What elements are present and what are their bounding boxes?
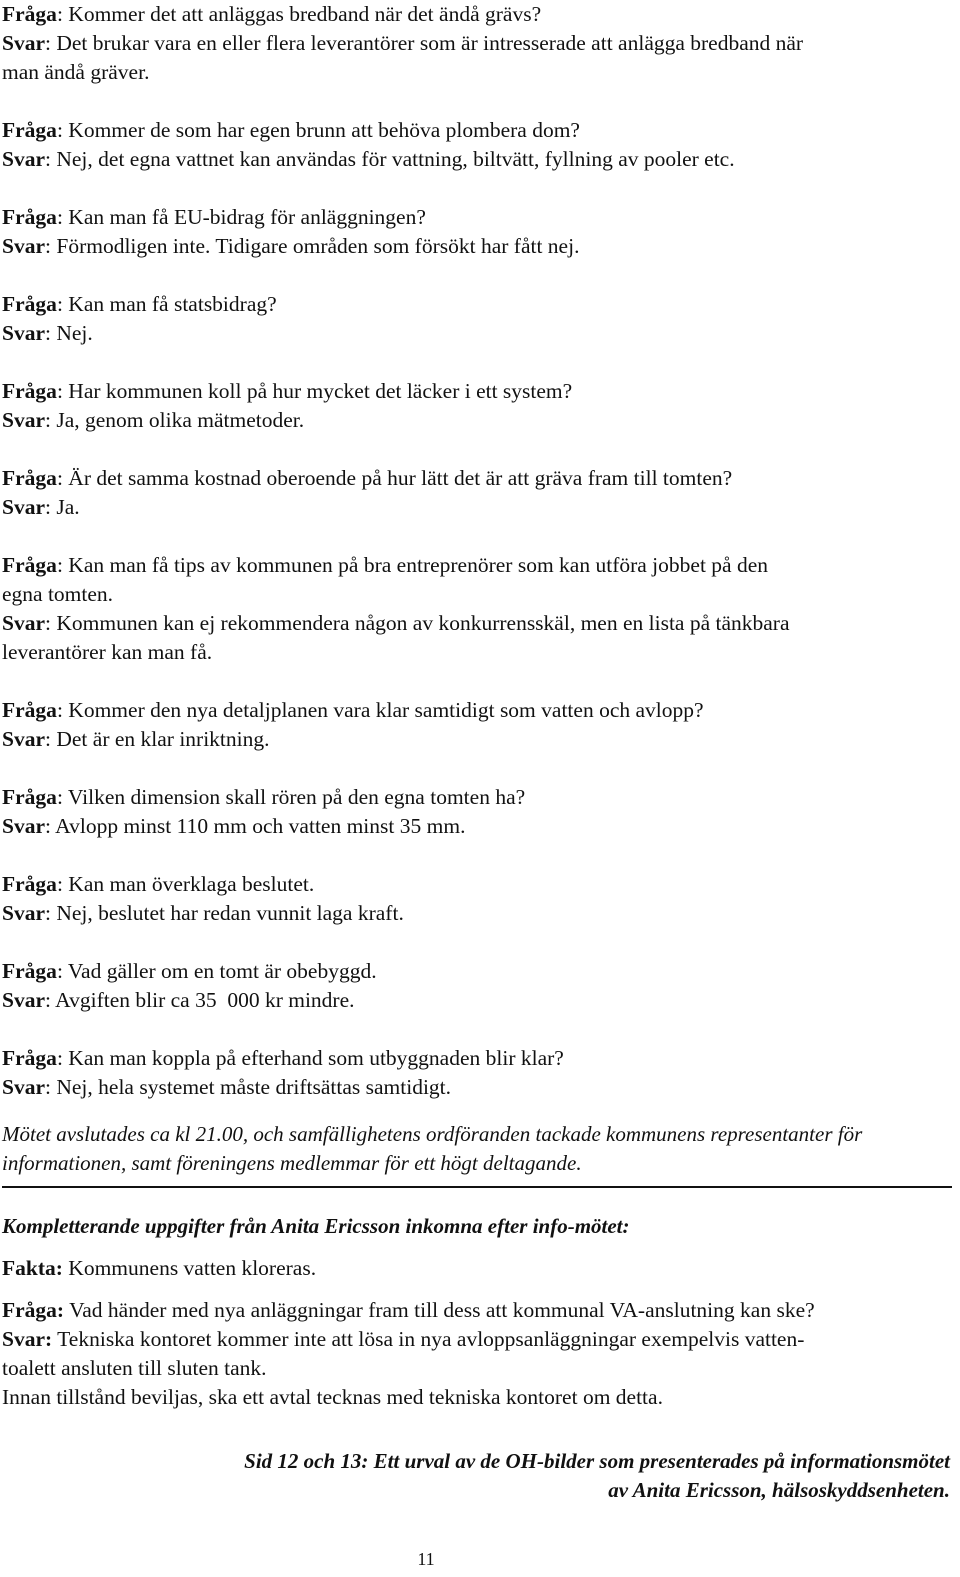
question-line: Fråga: Kan man överklaga beslutet.	[2, 872, 315, 896]
question-line: Fråga: Kan man få EU-bidrag för anläggningen?	[2, 205, 426, 229]
answer-line: Svar: Förmodligen inte. Tidigare områden som försökt har fått nej.	[2, 234, 580, 258]
caption-line: av Anita Ericsson, hälsoskyddsenheten.	[608, 1478, 950, 1502]
fact-line: Fakta: Kommunens vatten kloreras.	[2, 1256, 317, 1280]
question-line: Fråga: Kan man koppla på efterhand som utbyggnaden blir klar?	[2, 1046, 564, 1070]
answer-text: Nej, hela systemet måste driftsättas samtidigt.	[56, 1075, 452, 1099]
question-text: Är det samma kostnad oberoende på hur lätt det är att gräva fram till tomten?	[68, 466, 733, 490]
answer-text: Nej.	[56, 321, 93, 345]
question-line: Fråga: Vad gäller om en tomt är obebyggd.	[2, 959, 377, 983]
question-text: Kommer de som har egen brunn att behöva plombera dom?	[68, 118, 580, 142]
caption-line: Sid 12 och 13: Ett urval av de OH-bilder som presenterades på informationsmötet	[244, 1449, 950, 1473]
question-line: Fråga: Kan man få tips av kommunen på bra entreprenörer som kan utföra jobbet på den	[2, 553, 769, 577]
closing-line: Mötet avslutades ca kl 21.00, och samfällighetens ordföranden tackade kommunens representanter för	[2, 1122, 863, 1146]
answer-text: Nej, beslutet har redan vunnit laga kraft.	[56, 901, 404, 925]
answer-continuation: leverantörer kan man få.	[2, 640, 213, 664]
question-line: Fråga: Kommer det att anläggas bredband när det ändå grävs?	[2, 2, 542, 26]
question-text: Kommer den nya detaljplanen vara klar samtidigt som vatten och avlopp?	[68, 698, 704, 722]
answer-text: Det är en klar inriktning.	[56, 727, 270, 751]
question-text: Kan man få statsbidrag?	[68, 292, 277, 316]
question-text: Kan man överklaga beslutet.	[68, 872, 315, 896]
supplement-heading: Kompletterande uppgifter från Anita Ericsson inkomna efter info-mötet:	[2, 1214, 630, 1238]
answer-text: Avlopp minst 110 mm och vatten minst 35 mm.	[55, 814, 466, 838]
answer-text: Ja.	[56, 495, 80, 519]
question-line: Fråga: Vilken dimension skall rören på den egna tomten ha?	[2, 785, 526, 809]
answer-line: Svar: Ja.	[2, 495, 80, 519]
supplement-question-line: Fråga: Vad händer med nya anläggningar fram till dess att kommunal VA-anslutning kan ske?	[2, 1298, 815, 1322]
question-text: Kan man få tips av kommunen på bra entreprenörer som kan utföra jobbet på den	[68, 553, 769, 577]
answer-text: Nej, det egna vattnet kan användas för vattning, biltvätt, fyllning av pooler etc.	[56, 147, 735, 171]
question-continuation: egna tomten.	[2, 582, 114, 606]
question-line: Fråga: Har kommunen koll på hur mycket det läcker i ett system?	[2, 379, 573, 403]
answer-continuation: toalett ansluten till sluten tank.	[2, 1356, 267, 1380]
question-text: Vilken dimension skall rören på den egna tomten ha?	[67, 785, 526, 809]
question-text: Kommer det att anläggas bredband när det ändå grävs?	[68, 2, 542, 26]
page-number: 11	[417, 1549, 435, 1569]
answer-line: Svar: Det brukar vara en eller flera leverantörer som är intresserade att anlägga bredband när	[2, 31, 804, 55]
answer-text: Kommunen kan ej rekommendera någon av konkurrensskäl, men en lista på tänkbara	[56, 611, 790, 635]
divider-rule	[2, 1186, 952, 1188]
question-text: Kan man koppla på efterhand som utbyggnaden blir klar?	[68, 1046, 564, 1070]
question-text: Kan man få EU-bidrag för anläggningen?	[68, 205, 426, 229]
answer-line: Svar: Nej, beslutet har redan vunnit laga kraft.	[2, 901, 404, 925]
answer-line: Svar: Kommunen kan ej rekommendera någon av konkurrensskäl, men en lista på tänkbara	[2, 611, 790, 635]
question-line: Fråga: Är det samma kostnad oberoende på hur lätt det är att gräva fram till tomten?	[2, 466, 733, 490]
answer-text: Ja, genom olika mätmetoder.	[56, 408, 305, 432]
question-line: Fråga: Kommer den nya detaljplanen vara klar samtidigt som vatten och avlopp?	[2, 698, 704, 722]
answer-text: Förmodligen inte. Tidigare områden som försökt har fått nej.	[56, 234, 580, 258]
question-line: Fråga: Kan man få statsbidrag?	[2, 292, 277, 316]
answer-line: Svar: Nej, hela systemet måste driftsättas samtidigt.	[2, 1075, 452, 1099]
answer-line: Svar: Det är en klar inriktning.	[2, 727, 270, 751]
answer-line: Svar: Avlopp minst 110 mm och vatten minst 35 mm.	[2, 814, 466, 838]
supplement-note: Innan tillstånd beviljas, ska ett avtal tecknas med tekniska kontoret om detta.	[2, 1385, 663, 1409]
answer-line: Svar: Nej.	[2, 321, 93, 345]
answer-text: Tekniska kontoret kommer inte att lösa in nya avloppsanläggningar exempelvis vatten-	[57, 1327, 805, 1351]
closing-line: informationen, samt föreningens medlemmar för ett högt deltagande.	[2, 1151, 582, 1175]
question-text: Vad händer med nya anläggningar fram till dess att kommunal VA-anslutning kan ske?	[69, 1298, 815, 1322]
answer-line: Svar: Nej, det egna vattnet kan användas för vattning, biltvätt, fyllning av pooler etc.	[2, 147, 735, 171]
fact-text: Kommunens vatten kloreras.	[68, 1256, 317, 1280]
answer-text: Det brukar vara en eller flera leverantörer som är intresserade att anlägga bredband när	[56, 31, 804, 55]
answer-line: Svar: Avgiften blir ca 35 000 kr mindre.	[2, 988, 355, 1012]
answer-text: Avgiften blir ca 35 000 kr mindre.	[55, 988, 355, 1012]
question-text: Har kommunen koll på hur mycket det läcker i ett system?	[68, 379, 573, 403]
answer-line: Svar: Ja, genom olika mätmetoder.	[2, 408, 305, 432]
answer-continuation: man ändå gräver.	[2, 60, 150, 84]
supplement-answer-line: Svar: Tekniska kontoret kommer inte att lösa in nya avloppsanläggningar exempelvis vatten-	[2, 1327, 805, 1351]
question-line: Fråga: Kommer de som har egen brunn att behöva plombera dom?	[2, 118, 580, 142]
question-text: Vad gäller om en tomt är obebyggd.	[67, 959, 377, 983]
